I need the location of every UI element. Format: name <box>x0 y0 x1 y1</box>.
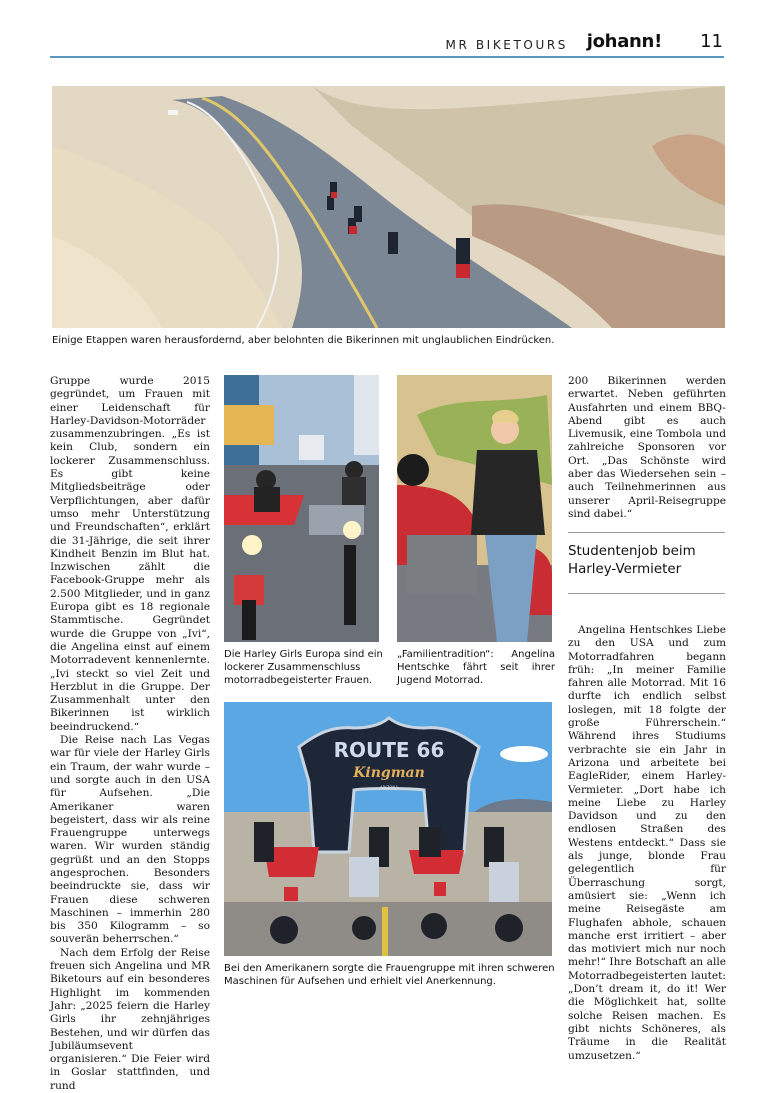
article-paragraph: Gruppe wurde 2015 gegründet, um Frauen mit einer Leidenschaft für Harley-Davidson-Motorräder zusammenzubringen. „Es ist kein Club, sondern ein lockerer Zusammenschluss. Es gibt keine Mitgliedsbeiträge oder Verpflichtungen, aber dafür umso mehr Unterstützung und Freundschaften“, erklärt die 31-Jährige, die seit ihrer Kindheit Benzin im Blut hat. Inzwischen zählt die Facebook-Gruppe mehr als 2.500 Mitglieder, und in ganz Europa gibt es 18 regionale Stammtische. Gegründet wurde die Gruppe von „Ivi“, die Angelina einst auf einem Motorradevent kennenlernte. „Ivi steckt so viel Zeit und Herzblut in die Gruppe. Der Zusammenhalt unter den Bikerinnen ist wirklich beeindruckend.“ <box>50 375 210 733</box>
article-column-3-body <box>568 624 726 1063</box>
article-paragraph: Angelina Hentschkes Liebe zu den USA und zum Motorradfahren begann früh: „In meiner Familie fahren alle Motorrad. Mit 16 durfte ich endlich selbst loslegen, mit 18 folgte der große Führerschein.“ Während ihres Studiums verbrachte sie ein Jahr in Arizona und arbeitete bei EagleRider, einem Harley-Vermieter. „Dort habe ich meine Liebe zu Harley Davidson und zu den endlosen Straßen des Westens entdeckt.“ Dass sie als junge, blonde Frau gelegentlich für Überraschung sorgt, amüsiert sie: „Wenn ich meine Reisegäste am Flughafen abhole, schauen manche erst irritiert – aber das motiviert mich nur noch mehr!“ Ihre Botschaft an alle Motorradbegeisterten lautet: „Don’t dream it, do it! Wer die Möglichkeit hat, sollte solche Reisen machen. Es gibt nichts Schöneres, als Träume in die Realität umzusetzen.“ <box>568 624 726 1062</box>
article-column-3 <box>568 375 726 521</box>
bottom-photo-caption: Bei den Amerikanern sorgte die Frauengruppe mit ihren schweren Maschinen für Aufsehen und erhielt viel Anerkennung. <box>224 963 555 987</box>
article-paragraph: 200 Bikerinnen werden erwartet. Neben geführten Ausfahrten und einem BBQ-Abend gibt es auch Livemusik, eine Tombola und zahlreiche Sponsoren vor Ort. „Das Schönste wird aber das Wiedersehen sein – auch Teilnehmerinnen aus unserer April-Reisegruppe sind dabei.“ <box>568 375 726 520</box>
sign-route66-text: ROUTE 66 <box>333 738 445 762</box>
header-rule <box>50 56 724 58</box>
middle-left-caption: Die Harley Girls Europa sind ein lockerer Zusammenschluss motorradbegeisterter Frauen. <box>224 649 383 686</box>
top-photo-caption: Einige Etappen waren herausfordernd, aber belohnten die Bikerinnen mit unglaublichen Eindrücken. <box>52 335 555 346</box>
article-paragraph: Nach dem Erfolg der Reise freuen sich Angelina und MR Biketours auf ein besonderes Highlight im kommenden Jahr: „2025 feiern die Harley Girls ihr zehnjähriges Bestehen, und wir dürfen das Jubiläumsevent organisieren.“ Die Feier wird in Goslar stattfinden, und rund <box>50 946 210 1092</box>
article-column-1 <box>50 375 210 1093</box>
sign-arizona-text: ARIZONA <box>379 785 399 790</box>
route66-kingman-photo <box>224 702 552 956</box>
middle-right-caption: „Familientradition“: Angelina Hentschke fährt seit ihrer Jugend Motorrad. <box>397 649 555 686</box>
subheading: Studentenjob beim Harley-Vermieter <box>568 544 696 577</box>
harley-girls-street-photo <box>224 375 379 642</box>
sign-kingman-text: Kingman <box>353 765 425 781</box>
subhead-bottom-divider <box>568 593 725 594</box>
publication-logo: johann! <box>586 31 662 52</box>
subhead-top-divider <box>568 532 725 533</box>
article-paragraph: Die Reise nach Las Vegas war für viele der Harley Girls ein Traum, der wahr wurde – und sorgte auch in den USA für Aufsehen. „Die Amerikaner waren begeistert, dass wir als reine Frauengruppe unterwegs waren. Wir wurden ständig gegrüßt und an den Stopps angesprochen. Besonders beeindruckte sie, dass wir Frauen diese schweren Maschinen – immerhin 280 bis 350 Kilogramm – so souverän beherrschen.“ <box>50 734 210 946</box>
page-number: 11 <box>700 31 723 52</box>
angelina-on-motorcycle-photo <box>397 375 552 642</box>
desert-road-bikers-photo <box>52 86 725 328</box>
section-label: MR BIKETOURS <box>445 38 568 52</box>
page-header <box>50 30 725 58</box>
